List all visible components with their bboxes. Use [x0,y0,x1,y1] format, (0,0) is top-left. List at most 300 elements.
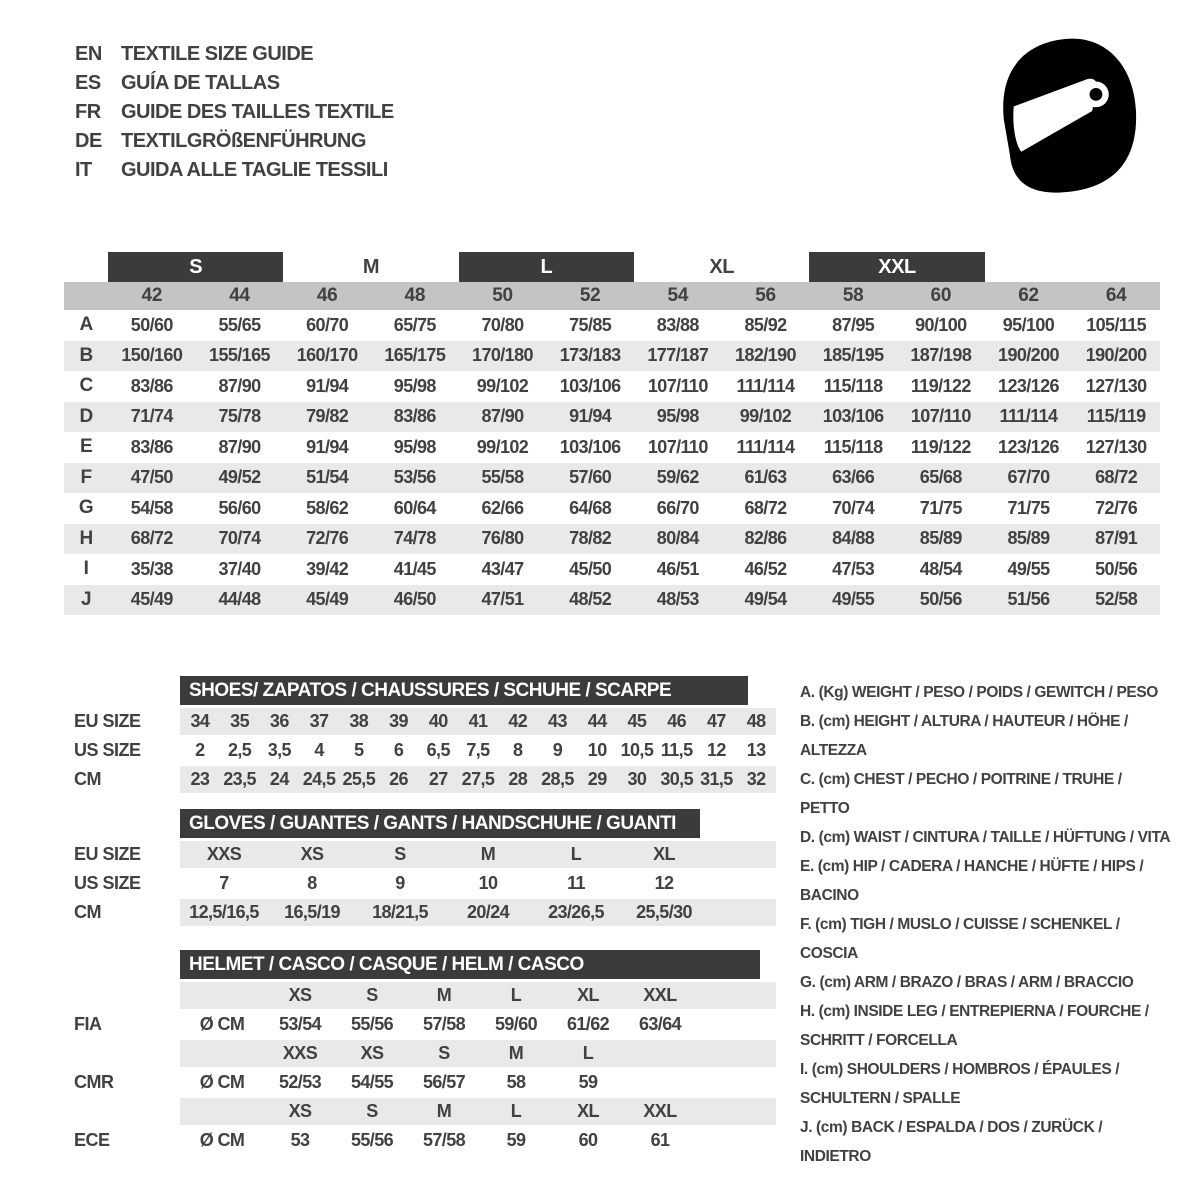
size-cell: 111/114 [736,375,795,396]
table-title: GLOVES / GUANTES / GANTS / HANDSCHUHE / GUANTI [180,809,700,838]
value-cell: 38 [349,711,369,731]
value-cell: 10 [478,873,498,893]
legend-item: H. (cm) INSIDE LEG / ENTREPIERNA / FOURCHE / SCHRITT / FORCELLA [800,1003,1149,1049]
value-cell: M [480,844,496,864]
size-cell: 72/76 [1095,497,1138,518]
row-letter: B [79,344,93,366]
size-cell: 83/86 [130,375,173,396]
legend-item: B. (cm) HEIGHT / ALTURA / HAUTEUR / HÖHE / ALTEZZA [800,713,1128,759]
size-cell: 75/78 [218,406,261,427]
size-cell: 48/53 [656,589,699,610]
size-cell: 63/66 [832,467,875,488]
value-cell: 45 [627,711,647,731]
value-cell: 3,5 [267,740,291,760]
language-row [75,127,394,156]
size-cell: 71/75 [919,497,962,518]
value-cell: 16,5/19 [284,902,340,922]
value-cell: 53/54 [278,1014,322,1034]
row-values [180,1069,776,1096]
size-cell: 75/85 [569,314,612,335]
helmet-table [74,950,784,1154]
value-cell: 44 [587,711,607,731]
size-cell: 127/130 [1085,436,1147,457]
size-cell: 65/75 [393,314,436,335]
size-cell: 45/49 [306,589,349,610]
table-row [74,870,784,897]
value-cell: 41 [468,711,488,731]
value-cell: XL [653,844,675,864]
size-cell: 83/86 [393,406,436,427]
size-cell: 43/47 [481,558,524,579]
helmet-value-row [74,1127,784,1154]
size-group-xl: XL [709,255,734,278]
size-cell: 119/122 [910,436,971,457]
bottom-tables [74,676,784,1156]
size-table-row [64,493,1160,524]
size-cell: 62/66 [481,497,524,518]
unit-label: Ø CM [199,1130,245,1150]
language-title: GUÍA DE TALLAS [121,72,280,94]
size-cell: 170/180 [472,345,533,366]
value-cell: 39 [389,711,408,731]
size-cell: 187/198 [910,345,972,366]
size-cell: 51/56 [1007,589,1050,610]
value-cell: 25,5 [342,769,376,789]
value-cell: XXS [206,844,242,864]
size-cell: 60/64 [393,497,436,518]
size-cell: 115/118 [823,436,883,457]
value-cell: 11 [567,873,585,893]
row-label: EU SIZE [74,711,141,731]
size-cell: 107/110 [647,375,708,396]
size-cell: 56/60 [218,497,261,518]
size-group-spacer [64,252,108,282]
language-row [75,40,394,69]
size-cell: 160/170 [296,345,358,366]
helmet-value-row [74,1011,784,1038]
value-cell: 27 [428,769,448,789]
value-cell: 57/58 [422,1014,466,1034]
table-title: SHOES/ ZAPATOS / CHAUSSURES / SCHUHE / SCARPE [180,676,748,705]
size-cell: 173/183 [559,345,621,366]
value-cell: 27,5 [461,769,495,789]
certification-label: ECE [74,1130,110,1150]
language-list [75,40,394,185]
value-cell: 40 [428,711,448,731]
helmet-size-header: S [366,1101,378,1121]
value-cell: 13 [746,740,766,760]
row-values [180,1127,776,1154]
helmet-size-header: XL [577,1101,599,1121]
helmet-size-row [74,1040,784,1067]
size-cell: 103/106 [559,436,621,457]
size-cell: 49/52 [218,467,261,488]
size-cell: 111/114 [999,406,1058,427]
size-cell: 105/115 [1086,314,1147,335]
size-cell: 66/70 [656,497,699,518]
value-cell: 8 [307,873,317,893]
row-values [180,708,776,735]
size-cell: 58/62 [306,497,349,518]
value-cell: 25,5/30 [636,902,692,922]
size-cell: 95/98 [656,406,699,427]
main-size-table [64,252,1160,615]
size-column-header: 54 [667,285,689,306]
size-cell: 47/50 [130,467,173,488]
row-label: CM [74,902,101,922]
row-values [180,841,776,868]
size-cell: 95/98 [393,375,436,396]
shoes-table [74,676,784,793]
helmet-size-header: XL [577,985,599,1005]
size-cell: 103/106 [559,375,621,396]
size-cell: 85/92 [744,314,787,335]
measurement-legend [800,678,1172,1171]
size-group-s: S [108,252,283,282]
row-label: EU SIZE [74,844,141,864]
value-cell: 30 [627,769,647,789]
size-column-header: 46 [316,285,338,306]
size-table-row [64,371,1160,402]
size-cell: 39/42 [306,558,349,579]
legend-item: F. (cm) TIGH / MUSLO / CUISSE / SCHENKEL / COSCIA [800,916,1120,962]
size-cell: 107/110 [647,436,708,457]
size-cell: 103/106 [822,406,884,427]
size-cell: 79/82 [306,406,349,427]
size-cell: 83/88 [656,314,699,335]
legend-item: I. (cm) SHOULDERS / HOMBROS / ÉPAULES / SCHULTERN / SPALLE [800,1061,1120,1107]
language-code: IT [75,159,92,181]
unit-label: Ø CM [199,1072,245,1092]
value-cell: 10 [587,740,607,760]
value-cell: 10,5 [620,740,654,760]
size-cell: 45/49 [130,589,173,610]
size-cell: 127/130 [1085,375,1147,396]
value-cell: 47 [706,711,726,731]
helmet-size-header: M [508,1043,524,1063]
value-cell: 23,5 [223,769,256,789]
helmet-size-row [74,1098,784,1125]
value-cell: 26 [389,769,408,789]
size-cell: 55/65 [218,314,261,335]
helmet-size-header: L [510,1101,522,1121]
value-cell: 2,5 [227,740,252,760]
helmet-size-header: XS [360,1043,384,1063]
row-values [180,899,776,926]
size-group-spacer [985,252,1073,282]
gloves_table-title-row [74,809,784,838]
size-cell: 61/63 [744,467,787,488]
size-cell: 78/82 [569,528,612,549]
row-letter: A [79,314,93,336]
row-label: US SIZE [74,740,141,760]
size-cell: 70/74 [218,528,261,549]
size-group-m: M [362,255,380,278]
size-cell: 70/74 [832,497,875,518]
size-column-header: 42 [141,285,163,306]
size-cell: 53/56 [393,467,436,488]
size-cell: 59/62 [656,467,699,488]
size-cell: 165/175 [384,345,446,366]
size-cell: 60/70 [306,314,349,335]
size-column-header: 48 [404,285,426,306]
shoes_table-title-row [74,676,784,705]
language-row [75,156,394,185]
table-row [74,841,784,868]
value-cell: 59 [578,1072,598,1092]
size-cell: 68/72 [130,528,173,549]
row-letter: F [80,466,92,488]
size-cell: 82/86 [744,528,787,549]
size-group-xxl: XXL [809,252,984,282]
row-values [180,766,776,793]
legend-item: D. (cm) WAIST / CINTURA / TAILLE / HÜFTUNG / VITA [800,829,1171,846]
size-cell: 80/84 [656,528,699,549]
size-cell: 83/86 [130,436,173,457]
legend-item: J. (cm) BACK / ESPALDA / DOS / ZURÜCK / INDIETRO [800,1119,1103,1165]
size-cell: 115/118 [823,375,883,396]
row-letter: E [79,436,93,458]
value-cell: 4 [314,740,324,760]
value-cell: 60 [578,1130,598,1150]
size-cell: 48/52 [569,589,612,610]
size-cell: 68/72 [744,497,787,518]
row-values [180,1011,776,1038]
size-cell: 87/91 [1095,528,1138,549]
value-cell: 11,5 [660,740,693,760]
legend-item: C. (cm) CHEST / PECHO / POITRINE / TRUHE / PETTO [800,771,1122,817]
value-cell: 28,5 [541,769,574,789]
helmet-size-header: L [582,1043,594,1063]
size-cell: 190/200 [1085,345,1147,366]
size-column-header: 64 [1105,285,1127,306]
size-cell: 90/100 [915,314,967,335]
size-table-row [64,585,1160,616]
language-code: ES [75,72,101,94]
size-column-header: 44 [229,285,250,306]
value-cell: 56/57 [422,1072,466,1092]
size-cell: 68/72 [1095,467,1138,488]
size-cell: 49/55 [1007,558,1050,579]
size-cell: 74/78 [393,528,436,549]
size-cell: 111/114 [736,436,795,457]
size-cell: 107/110 [910,406,971,427]
value-cell: 42 [508,711,528,731]
size-cell: 87/95 [832,314,875,335]
row-letter: C [79,375,93,397]
language-title: TEXTILGRÖßENFÜHRUNG [121,130,366,152]
row-letter: H [79,527,93,549]
value-cell: 59 [506,1130,526,1150]
value-cell: 32 [746,769,766,789]
size-cell: 91/94 [306,436,349,457]
helmet-size-header: S [366,985,378,1005]
size-cell: 67/70 [1007,467,1050,488]
size-cell: 85/89 [1007,528,1050,549]
helmet-size-header: XXL [643,985,677,1005]
row-values [180,737,776,764]
size-cell: 95/98 [393,436,436,457]
value-cell: 20/24 [466,902,510,922]
value-cell: S [394,844,406,864]
value-cell: 48 [746,711,766,731]
size-cell: 71/74 [130,406,173,427]
size-cell: 87/90 [218,375,261,396]
legend-item: E. (cm) HIP / CADERA / HANCHE / HÜFTE / HIPS / BACINO [800,858,1144,904]
helmet-title-row [74,950,784,979]
legend-item: G. (cm) ARM / BRAZO / BRAS / ARM / BRACCIO [800,974,1134,991]
language-title: TEXTILE SIZE GUIDE [121,43,314,65]
row-letter: G [78,497,94,519]
row-values [180,870,776,897]
value-cell: 24,5 [302,769,336,789]
size-column-header: 60 [930,285,952,306]
row-values [180,1098,776,1125]
size-cell: 95/100 [1002,314,1055,335]
size-column-header: 56 [755,285,776,306]
size-table-row [64,310,1160,341]
table-title: HELMET / CASCO / CASQUE / HELM / CASCO [180,950,760,979]
size-cell: 64/68 [569,497,612,518]
unit-label: Ø CM [199,1014,245,1034]
certification-label: FIA [74,1014,102,1034]
value-cell: L [570,844,582,864]
value-cell: 35 [230,711,249,731]
value-cell: 30,5 [660,769,693,789]
size-cell: 115/119 [1086,406,1146,427]
value-cell: 6 [393,740,404,760]
helmet-size-header: XS [288,1101,312,1121]
row-letter: I [83,558,89,580]
size-cell: 119/122 [910,375,971,396]
row-label: CM [74,769,101,789]
size-cell: 49/55 [832,589,875,610]
value-cell: 29 [587,769,607,789]
size-cell: 150/160 [121,345,183,366]
value-cell: 54/55 [350,1072,394,1092]
size-cell: 155/165 [209,345,270,366]
row-label: US SIZE [74,873,141,893]
language-row [75,69,394,98]
size-cell: 45/50 [569,558,612,579]
size-cell: 177/187 [647,345,709,366]
row-letter: J [81,588,91,610]
helmet-size-header: XXS [282,1043,318,1063]
size-table-row [64,341,1160,372]
value-cell: 61/62 [566,1014,610,1034]
size-group-band [64,252,1160,282]
row-letter: D [79,405,93,427]
size-cell: 47/53 [832,558,875,579]
table-row [74,708,784,735]
full-face-helmet-icon [982,28,1148,200]
language-code: DE [75,130,102,152]
helmet-size-header: S [438,1043,450,1063]
legend-item: A. (Kg) WEIGHT / PESO / POIDS / GEWITCH / PESO [800,684,1158,701]
table-row [74,737,784,764]
size-cell: 50/56 [1095,558,1138,579]
size-cell: 190/200 [998,345,1059,366]
language-code: EN [75,43,102,65]
size-cell: 84/88 [832,528,875,549]
size-cell: 46/52 [744,558,787,579]
language-row [75,98,394,127]
value-cell: 12,5/16,5 [189,902,259,922]
language-title: GUIDA ALLE TAGLIE TESSILI [121,159,388,181]
size-cell: 91/94 [306,375,349,396]
size-table-row [64,432,1160,463]
value-cell: 63/64 [638,1014,682,1034]
size-cell: 37/40 [218,558,261,579]
value-cell: 43 [548,711,567,731]
value-cell: 37 [309,711,329,731]
size-cell: 91/94 [569,406,612,427]
value-cell: 6,5 [426,740,450,760]
value-cell: 18/21,5 [372,902,428,922]
table-row [74,766,784,793]
size-cell: 41/45 [393,558,436,579]
row-values [180,1040,776,1067]
size-column-header: 62 [1018,285,1039,306]
size-cell: 48/54 [919,558,962,579]
table-row [74,899,784,926]
size-column-header: 52 [579,285,601,306]
value-cell: 8 [513,740,523,760]
value-cell: 52/53 [278,1072,322,1092]
helmet-size-header: L [510,985,522,1005]
value-cell: 55/56 [350,1130,394,1150]
size-number-band [64,282,1160,310]
size-cell: 47/51 [481,589,524,610]
value-cell: 7,5 [466,740,490,760]
size-table-row [64,463,1160,494]
size-cell: 44/48 [218,589,261,610]
certification-label: CMR [74,1072,114,1092]
value-cell: 53 [290,1130,310,1150]
helmet-size-header: M [436,985,452,1005]
size-cell: 99/102 [476,436,529,457]
value-cell: 58 [506,1072,526,1092]
size-cell: 70/80 [481,314,524,335]
size-cell: 50/60 [130,314,173,335]
size-group-l: L [459,252,634,282]
size-table-row [64,402,1160,433]
helmet-size-header: XS [288,985,312,1005]
size-cell: 55/58 [481,467,524,488]
size-cell: 99/102 [476,375,529,396]
gloves-table [74,809,784,926]
row-values [180,982,776,1009]
value-cell: 31,5 [700,769,733,789]
size-cell: 99/102 [739,406,792,427]
value-cell: 55/56 [350,1014,394,1034]
size-cell: 123/126 [998,375,1059,396]
size-cell: 52/58 [1095,589,1138,610]
value-cell: 57/58 [422,1130,466,1150]
size-cell: 51/54 [306,467,349,488]
value-cell: 36 [269,711,289,731]
size-cell: 35/38 [130,558,173,579]
size-cell: 76/80 [481,528,524,549]
value-cell: 5 [354,740,364,760]
helmet-size-header: M [436,1101,452,1121]
value-cell: 23 [190,769,210,789]
value-cell: 28 [508,769,528,789]
size-cell: 123/126 [998,436,1059,457]
language-title: GUIDE DES TAILLES TEXTILE [121,101,394,123]
value-cell: 23/26,5 [548,902,604,922]
helmet-size-row [74,982,784,1009]
